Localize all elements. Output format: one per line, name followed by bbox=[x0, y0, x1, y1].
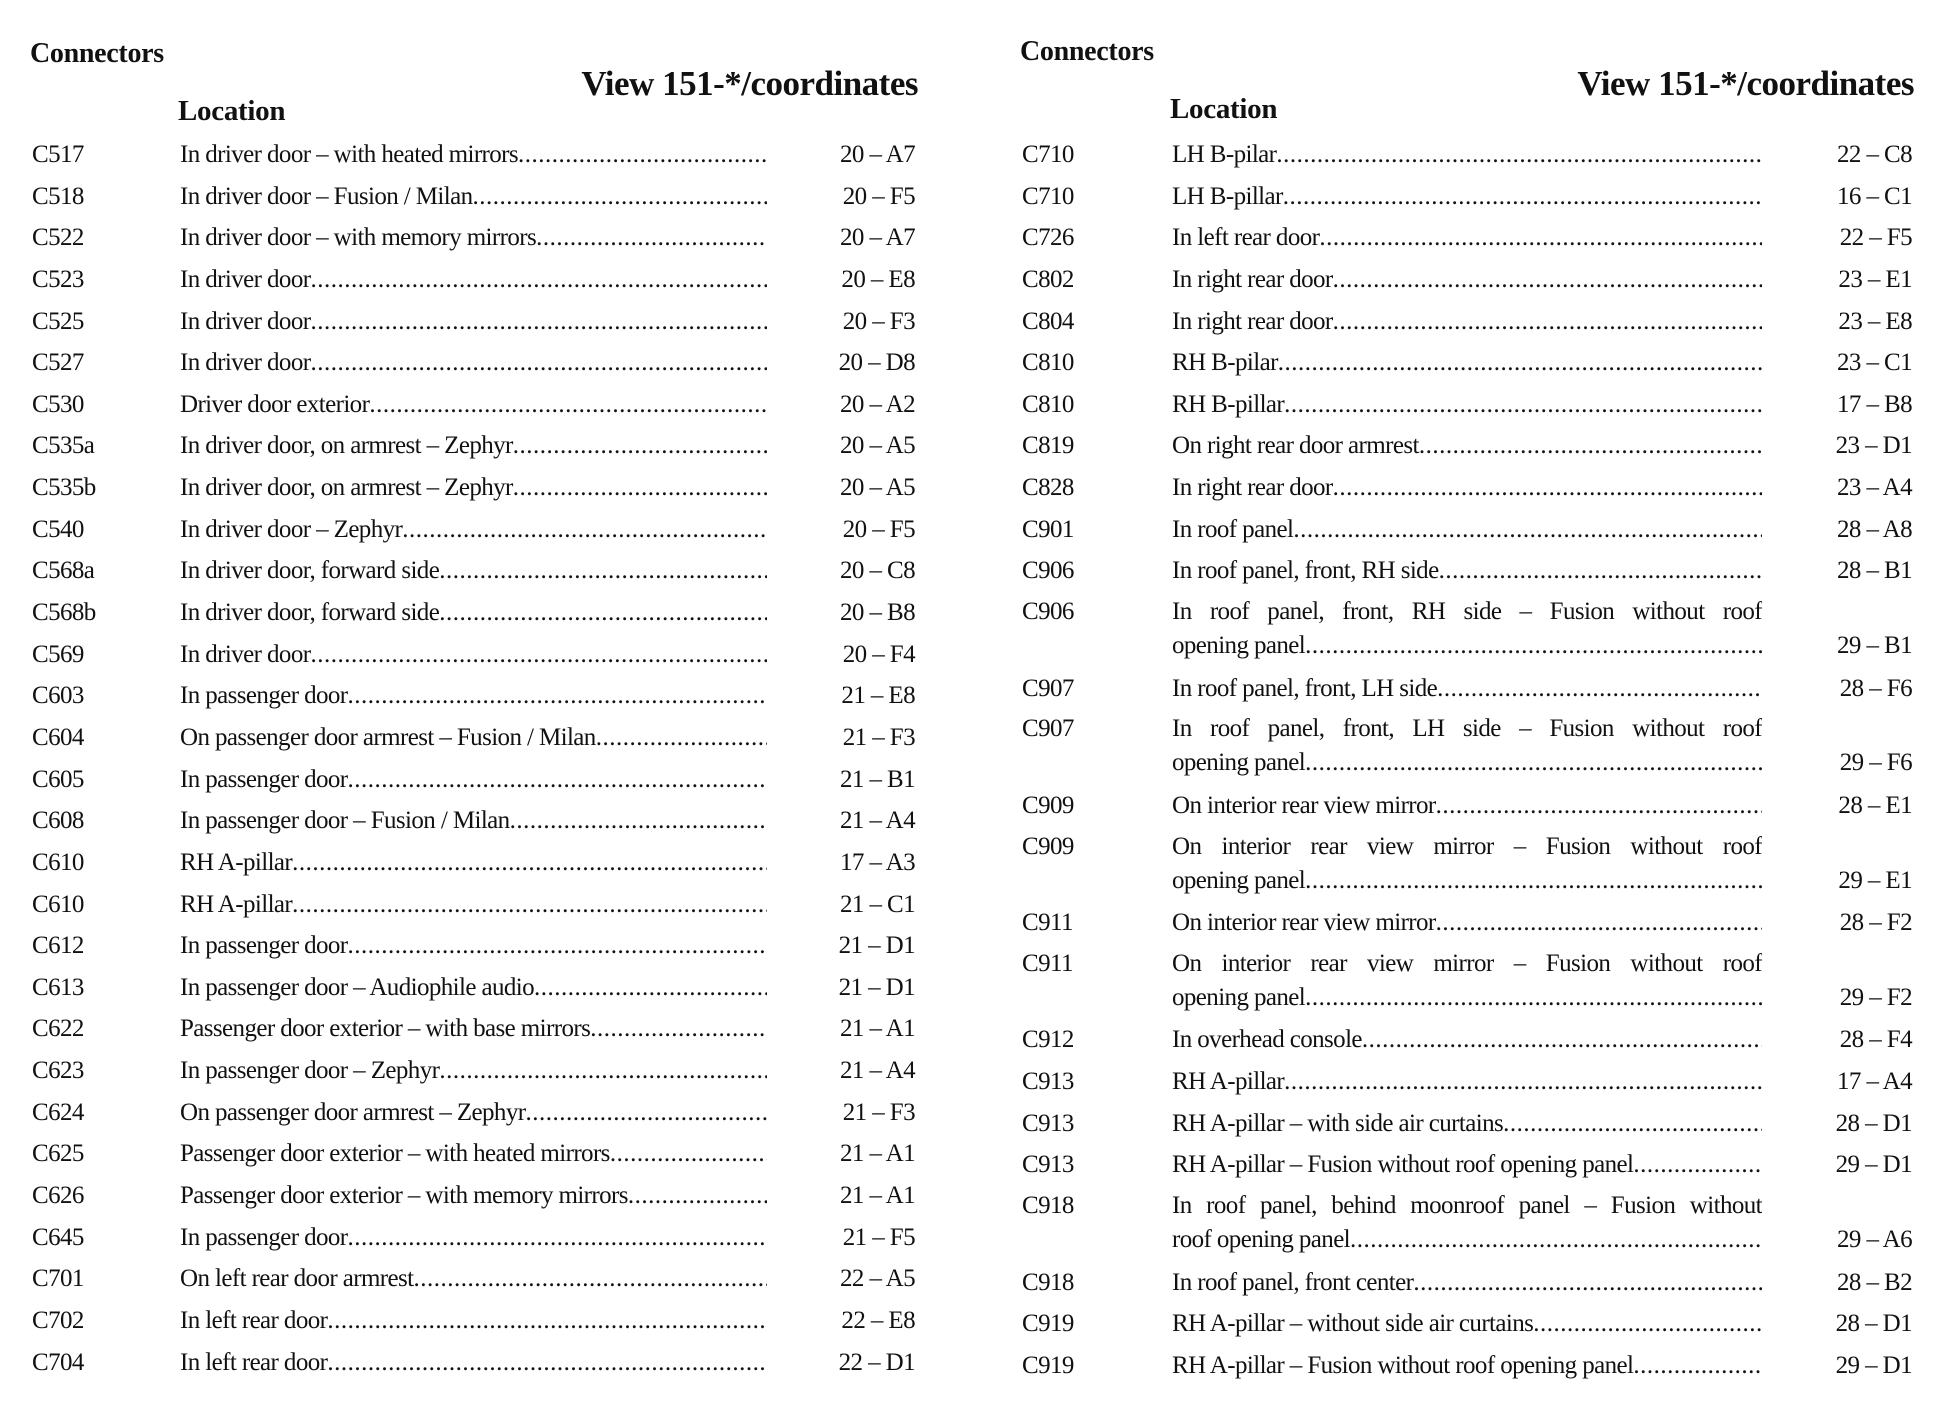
connector-code: C901 bbox=[1022, 515, 1074, 543]
connector-code: C918 bbox=[1022, 1191, 1074, 1219]
location-header: Location bbox=[1170, 93, 1278, 125]
table-row bbox=[0, 342, 960, 384]
table-row bbox=[990, 1019, 1934, 1061]
location-line: On left rear door armrest ..... bbox=[180, 1258, 767, 1300]
table-row bbox=[0, 176, 960, 218]
connector-code: C907 bbox=[1022, 715, 1074, 743]
connector-location bbox=[1172, 384, 1762, 426]
connector-code: C568a bbox=[32, 557, 95, 585]
table-row bbox=[0, 759, 960, 801]
connector-table bbox=[0, 134, 960, 1383]
location-line: opening panel ..... bbox=[1172, 864, 1762, 898]
view-coordinate: 29 – A6 bbox=[1837, 1225, 1912, 1253]
connector-code: C605 bbox=[32, 765, 84, 793]
connector-code: C604 bbox=[32, 723, 84, 751]
connector-location bbox=[1172, 467, 1762, 509]
connector-location bbox=[180, 1008, 767, 1050]
connector-code: C525 bbox=[32, 307, 84, 335]
table-row bbox=[0, 550, 960, 592]
table-row bbox=[0, 1175, 960, 1217]
view-coordinate: 28 – F4 bbox=[1839, 1026, 1912, 1054]
connector-code: C540 bbox=[32, 515, 84, 543]
connector-code: C610 bbox=[32, 890, 84, 918]
table-row bbox=[0, 1217, 960, 1259]
connector-code: C909 bbox=[1022, 832, 1074, 860]
view-coordinate: 20 – E8 bbox=[841, 265, 915, 293]
connector-location bbox=[180, 717, 767, 759]
location-line: In passenger door ..... bbox=[180, 759, 767, 801]
location-line: RH A-pillar ..... bbox=[180, 842, 767, 884]
view-coordinate: 23 – C1 bbox=[1837, 349, 1912, 377]
connector-code: C535a bbox=[32, 432, 95, 460]
table-row bbox=[990, 301, 1934, 343]
connector-location bbox=[180, 217, 767, 259]
view-coordinate: 28 – A8 bbox=[1837, 515, 1912, 543]
connector-location bbox=[180, 884, 767, 926]
view-coordinate: 20 – F5 bbox=[842, 182, 915, 210]
view-coordinates-header: View 151-*/coordinates bbox=[581, 64, 918, 103]
location-line: In driver door ..... bbox=[180, 301, 767, 343]
table-row bbox=[990, 467, 1934, 509]
connector-location bbox=[180, 759, 767, 801]
connector-location bbox=[180, 1050, 767, 1092]
table-row bbox=[0, 717, 960, 759]
location-line: In roof panel, behind moonroof panel – Fusion without bbox=[1172, 1191, 1762, 1219]
location-line: In driver door – with heated mirrors ..... bbox=[180, 134, 767, 176]
location-line: In driver door, on armrest – Zephyr ..... bbox=[180, 467, 767, 509]
connector-code: C622 bbox=[32, 1015, 84, 1043]
location-line: In right rear door ..... bbox=[1172, 301, 1762, 343]
location-line: Passenger door exterior – with heated mirrors ..... bbox=[180, 1133, 767, 1175]
view-coordinate: 21 – F5 bbox=[842, 1223, 915, 1251]
table-row bbox=[0, 134, 960, 176]
connector-location bbox=[180, 301, 767, 343]
view-coordinate: 22 – F5 bbox=[1839, 224, 1912, 252]
connector-code: C912 bbox=[1022, 1026, 1074, 1054]
connector-code: C919 bbox=[1022, 1351, 1074, 1379]
view-coordinate: 29 – D1 bbox=[1835, 1151, 1912, 1179]
connector-location bbox=[180, 800, 767, 842]
location-line: In roof panel, front, RH side ..... bbox=[1172, 550, 1762, 592]
table-row bbox=[990, 509, 1934, 551]
view-coordinate: 22 – D1 bbox=[838, 1348, 915, 1376]
connector-code: C828 bbox=[1022, 474, 1074, 502]
location-line: In overhead console ..... bbox=[1172, 1019, 1762, 1061]
location-line: In left rear door ..... bbox=[180, 1342, 767, 1384]
connector-code: C517 bbox=[32, 141, 84, 168]
table-row bbox=[0, 1342, 960, 1384]
connector-location bbox=[1172, 176, 1762, 218]
table-row bbox=[0, 842, 960, 884]
connector-location bbox=[180, 384, 767, 426]
connector-code: C568b bbox=[32, 599, 96, 627]
connector-location bbox=[180, 925, 767, 967]
connector-code: C608 bbox=[32, 807, 84, 835]
table-row bbox=[990, 1061, 1934, 1103]
location-line: In driver door ..... bbox=[180, 342, 767, 384]
connector-location bbox=[1172, 217, 1762, 259]
location-line: In driver door ..... bbox=[180, 259, 767, 301]
connector-code: C623 bbox=[32, 1057, 84, 1085]
location-line: RH B-pilar ..... bbox=[1172, 342, 1762, 384]
view-coordinate: 28 – F6 bbox=[1839, 674, 1912, 702]
connector-location bbox=[1172, 134, 1762, 176]
connector-code: C603 bbox=[32, 682, 84, 710]
view-coordinate: 29 – F6 bbox=[1839, 749, 1912, 777]
location-line: LH B-pilar ..... bbox=[1172, 134, 1762, 176]
table-row bbox=[990, 176, 1934, 218]
connector-code: C527 bbox=[32, 349, 84, 377]
table-row bbox=[990, 134, 1934, 176]
connector-location bbox=[1172, 1103, 1762, 1145]
connector-location bbox=[1172, 1189, 1762, 1257]
view-coordinate: 28 – D1 bbox=[1835, 1109, 1912, 1137]
connector-code: C710 bbox=[1022, 182, 1074, 210]
connector-code: C701 bbox=[32, 1265, 84, 1293]
table-row bbox=[990, 550, 1934, 592]
connector-location bbox=[1172, 712, 1762, 780]
view-coordinate: 17 – B8 bbox=[1837, 390, 1912, 418]
table-row bbox=[990, 217, 1934, 259]
view-coordinate: 29 – E1 bbox=[1838, 866, 1912, 894]
connector-location bbox=[1172, 785, 1762, 827]
connector-code: C645 bbox=[32, 1223, 84, 1251]
location-line: In passenger door – Zephyr ..... bbox=[180, 1050, 767, 1092]
connector-code: C909 bbox=[1022, 791, 1074, 819]
view-coordinate: 20 – A7 bbox=[840, 224, 915, 252]
location-line: In roof panel, front center ..... bbox=[1172, 1262, 1762, 1304]
table-row bbox=[0, 675, 960, 717]
connector-location bbox=[1172, 1345, 1762, 1387]
table-row bbox=[990, 668, 1934, 710]
view-coordinate: 28 – D1 bbox=[1835, 1310, 1912, 1338]
view-coordinate: 21 – F3 bbox=[842, 1098, 915, 1126]
view-coordinate: 29 – F2 bbox=[1839, 983, 1912, 1011]
view-coordinate: 21 – E8 bbox=[841, 682, 915, 710]
view-coordinate: 29 – B1 bbox=[1837, 632, 1912, 660]
location-line: In right rear door ..... bbox=[1172, 259, 1762, 301]
connector-location bbox=[180, 1133, 767, 1175]
view-coordinate: 21 – A4 bbox=[840, 807, 915, 835]
table-row bbox=[0, 217, 960, 259]
connector-code: C518 bbox=[32, 182, 84, 210]
connector-location bbox=[180, 342, 767, 384]
connector-code: C810 bbox=[1022, 349, 1074, 377]
connector-code: C610 bbox=[32, 848, 84, 876]
connector-location bbox=[180, 550, 767, 592]
connector-code: C819 bbox=[1022, 432, 1074, 460]
table-row bbox=[0, 259, 960, 301]
location-line: In roof panel, front, LH side ..... bbox=[1172, 668, 1762, 710]
location-line: LH B-pillar ..... bbox=[1172, 176, 1762, 218]
location-line: RH A-pillar – without side air curtains ..... bbox=[1172, 1303, 1762, 1345]
location-line: In left rear door ..... bbox=[180, 1300, 767, 1342]
connector-location bbox=[180, 176, 767, 218]
connector-code: C522 bbox=[32, 224, 84, 252]
table-row bbox=[0, 301, 960, 343]
connectors-heading: Connectors bbox=[1020, 36, 1154, 67]
connector-code: C913 bbox=[1022, 1109, 1074, 1137]
connector-location bbox=[180, 134, 767, 176]
view-coordinate: 20 – F4 bbox=[842, 640, 915, 668]
view-coordinate: 28 – B2 bbox=[1837, 1268, 1912, 1296]
table-row bbox=[990, 384, 1934, 426]
location-line: On passenger door armrest – Zephyr ..... bbox=[180, 1092, 767, 1134]
view-coordinate: 21 – A1 bbox=[840, 1182, 915, 1210]
table-row bbox=[990, 827, 1934, 903]
location-line: In driver door – with memory mirrors ..... bbox=[180, 217, 767, 259]
table-row bbox=[990, 425, 1934, 467]
location-header: Location bbox=[178, 95, 286, 127]
location-line: In driver door, on armrest – Zephyr ..... bbox=[180, 425, 767, 467]
location-line: RH A-pillar – Fusion without roof opening panel ..... bbox=[1172, 1144, 1762, 1186]
view-coordinate: 22 – E8 bbox=[841, 1306, 915, 1334]
view-coordinate: 21 – D1 bbox=[838, 932, 915, 960]
table-row bbox=[0, 509, 960, 551]
connector-code: C918 bbox=[1022, 1268, 1074, 1296]
table-row bbox=[0, 634, 960, 676]
connector-location bbox=[180, 592, 767, 634]
view-coordinates-header: View 151-*/coordinates bbox=[1577, 64, 1914, 103]
table-row bbox=[0, 925, 960, 967]
view-coordinate: 21 – A1 bbox=[840, 1140, 915, 1168]
connector-code: C906 bbox=[1022, 598, 1074, 626]
table-row bbox=[0, 384, 960, 426]
location-line: RH A-pillar – with side air curtains ..... bbox=[1172, 1103, 1762, 1145]
location-line: opening panel ..... bbox=[1172, 981, 1762, 1015]
location-line: Passenger door exterior – with memory mirrors ..... bbox=[180, 1175, 767, 1217]
table-row bbox=[0, 467, 960, 509]
view-coordinate: 16 – C1 bbox=[1837, 182, 1912, 210]
location-line: In driver door ..... bbox=[180, 634, 767, 676]
location-line: On interior rear view mirror ..... bbox=[1172, 785, 1762, 827]
connector-location bbox=[180, 509, 767, 551]
table-row bbox=[990, 1303, 1934, 1345]
connector-code: C913 bbox=[1022, 1067, 1074, 1095]
table-row bbox=[990, 944, 1934, 1020]
connector-location bbox=[1172, 902, 1762, 944]
view-coordinate: 20 – F5 bbox=[842, 515, 915, 543]
location-line: In passenger door – Fusion / Milan ..... bbox=[180, 800, 767, 842]
table-row bbox=[0, 1300, 960, 1342]
table-row bbox=[0, 1258, 960, 1300]
table-row bbox=[990, 592, 1934, 668]
connector-location bbox=[180, 842, 767, 884]
location-line: On interior rear view mirror – Fusion without roof bbox=[1172, 949, 1762, 977]
connector-location bbox=[180, 967, 767, 1009]
connector-code: C802 bbox=[1022, 265, 1074, 293]
connector-code: C626 bbox=[32, 1182, 84, 1210]
view-coordinate: 21 – A4 bbox=[840, 1057, 915, 1085]
location-line: In passenger door – Audiophile audio ..... bbox=[180, 967, 767, 1009]
view-coordinate: 20 – D8 bbox=[838, 349, 915, 377]
view-coordinate: 17 – A4 bbox=[1837, 1067, 1912, 1095]
location-line: opening panel ..... bbox=[1172, 629, 1762, 663]
connector-code: C911 bbox=[1022, 949, 1073, 977]
view-coordinate: 29 – D1 bbox=[1835, 1351, 1912, 1379]
connectors-heading: Connectors bbox=[30, 38, 164, 69]
connector-location bbox=[1172, 1262, 1762, 1304]
location-line: In passenger door ..... bbox=[180, 1217, 767, 1259]
connector-location bbox=[180, 467, 767, 509]
connector-location bbox=[1172, 595, 1762, 663]
table-row bbox=[0, 425, 960, 467]
view-coordinate: 20 – A7 bbox=[840, 141, 915, 168]
location-line: On right rear door armrest ..... bbox=[1172, 425, 1762, 467]
connector-location bbox=[1172, 1019, 1762, 1061]
location-line: In roof panel, front, LH side – Fusion without roof bbox=[1172, 715, 1762, 743]
connector-location bbox=[180, 1092, 767, 1134]
view-coordinate: 22 – C8 bbox=[1837, 141, 1912, 168]
location-line: On passenger door armrest – Fusion / Milan ..... bbox=[180, 717, 767, 759]
connector-code: C612 bbox=[32, 932, 84, 960]
table-row bbox=[0, 592, 960, 634]
view-coordinate: 21 – B1 bbox=[840, 765, 915, 793]
table-row bbox=[990, 709, 1934, 785]
table-row bbox=[990, 342, 1934, 384]
connector-code: C523 bbox=[32, 265, 84, 293]
connector-code: C804 bbox=[1022, 307, 1074, 335]
location-line: In passenger door ..... bbox=[180, 925, 767, 967]
location-line: In right rear door ..... bbox=[1172, 467, 1762, 509]
location-line: In driver door – Fusion / Milan ..... bbox=[180, 176, 767, 218]
connector-code: C919 bbox=[1022, 1310, 1074, 1338]
location-line: RH A-pillar – Fusion without roof opening panel ..... bbox=[1172, 1345, 1762, 1387]
table-row bbox=[0, 884, 960, 926]
connector-location bbox=[180, 1217, 767, 1259]
location-line: opening panel ..... bbox=[1172, 746, 1762, 780]
view-coordinate: 22 – A5 bbox=[840, 1265, 915, 1293]
connector-code: C569 bbox=[32, 640, 84, 668]
view-coordinate: 28 – B1 bbox=[1837, 557, 1912, 585]
location-line: In roof panel ..... bbox=[1172, 509, 1762, 551]
view-coordinate: 20 – F3 bbox=[842, 307, 915, 335]
location-line: In passenger door ..... bbox=[180, 675, 767, 717]
location-line: In roof panel, front, RH side – Fusion without roof bbox=[1172, 598, 1762, 626]
view-coordinate: 21 – C1 bbox=[840, 890, 915, 918]
view-coordinate: 17 – A3 bbox=[840, 848, 915, 876]
location-line: In left rear door ..... bbox=[1172, 217, 1762, 259]
connector-code: C907 bbox=[1022, 674, 1074, 702]
table-row bbox=[990, 1262, 1934, 1304]
connector-location bbox=[1172, 1303, 1762, 1345]
connector-location bbox=[180, 1258, 767, 1300]
connector-location bbox=[1172, 668, 1762, 710]
connector-location bbox=[180, 1300, 767, 1342]
table-row bbox=[990, 785, 1934, 827]
view-coordinate: 21 – A1 bbox=[840, 1015, 915, 1043]
table-row bbox=[990, 1345, 1934, 1387]
connector-location bbox=[180, 1342, 767, 1384]
connector-code: C810 bbox=[1022, 390, 1074, 418]
table-row bbox=[990, 259, 1934, 301]
connector-location bbox=[1172, 342, 1762, 384]
location-line: On interior rear view mirror – Fusion without roof bbox=[1172, 832, 1762, 860]
connector-code: C726 bbox=[1022, 224, 1074, 252]
view-coordinate: 20 – A2 bbox=[840, 390, 915, 418]
view-coordinate: 20 – C8 bbox=[840, 557, 915, 585]
location-line: RH A-pillar ..... bbox=[180, 884, 767, 926]
connector-code: C613 bbox=[32, 973, 84, 1001]
table-row bbox=[0, 1050, 960, 1092]
location-line: In driver door, forward side ..... bbox=[180, 550, 767, 592]
view-coordinate: 21 – D1 bbox=[838, 973, 915, 1001]
location-line: Driver door exterior ..... bbox=[180, 384, 767, 426]
connector-location bbox=[180, 675, 767, 717]
connector-code: C704 bbox=[32, 1348, 84, 1376]
connector-code: C913 bbox=[1022, 1151, 1074, 1179]
table-row bbox=[990, 1144, 1934, 1186]
table-row bbox=[0, 800, 960, 842]
connector-code: C535b bbox=[32, 474, 96, 502]
location-line: Passenger door exterior – with base mirrors ..... bbox=[180, 1008, 767, 1050]
connector-location bbox=[1172, 259, 1762, 301]
view-coordinate: 23 – E1 bbox=[1838, 265, 1912, 293]
connector-location bbox=[1172, 1061, 1762, 1103]
view-coordinate: 20 – A5 bbox=[840, 474, 915, 502]
view-coordinate: 23 – E8 bbox=[1838, 307, 1912, 335]
connector-location bbox=[1172, 830, 1762, 898]
view-coordinate: 28 – E1 bbox=[1838, 791, 1912, 819]
connector-code: C911 bbox=[1022, 909, 1073, 937]
connector-location bbox=[1172, 509, 1762, 551]
table-row bbox=[0, 1008, 960, 1050]
location-line: roof opening panel ..... bbox=[1172, 1223, 1762, 1257]
table-row bbox=[990, 1103, 1934, 1145]
connector-location bbox=[180, 259, 767, 301]
view-coordinate: 23 – A4 bbox=[1837, 474, 1912, 502]
connector-code: C530 bbox=[32, 390, 84, 418]
table-row bbox=[0, 1133, 960, 1175]
view-coordinate: 20 – A5 bbox=[840, 432, 915, 460]
connector-code: C906 bbox=[1022, 557, 1074, 585]
location-line: RH B-pillar ..... bbox=[1172, 384, 1762, 426]
connector-location bbox=[180, 634, 767, 676]
table-row bbox=[0, 1092, 960, 1134]
connector-location bbox=[180, 1175, 767, 1217]
location-line: In driver door – Zephyr ..... bbox=[180, 509, 767, 551]
view-coordinate: 23 – D1 bbox=[1835, 432, 1912, 460]
connector-code: C625 bbox=[32, 1140, 84, 1168]
connector-code: C710 bbox=[1022, 141, 1074, 168]
view-coordinate: 20 – B8 bbox=[840, 599, 915, 627]
connector-code: C702 bbox=[32, 1306, 84, 1334]
location-line: RH A-pillar ..... bbox=[1172, 1061, 1762, 1103]
table-row bbox=[990, 902, 1934, 944]
connector-table bbox=[990, 134, 1934, 1386]
connector-code: C624 bbox=[32, 1098, 84, 1126]
connector-location bbox=[1172, 947, 1762, 1015]
connector-location bbox=[1172, 425, 1762, 467]
view-coordinate: 28 – F2 bbox=[1839, 909, 1912, 937]
connector-location bbox=[1172, 301, 1762, 343]
table-row bbox=[0, 967, 960, 1009]
location-line: On interior rear view mirror ..... bbox=[1172, 902, 1762, 944]
location-line: In driver door, forward side ..... bbox=[180, 592, 767, 634]
connector-location bbox=[180, 425, 767, 467]
table-row bbox=[990, 1186, 1934, 1262]
view-coordinate: 21 – F3 bbox=[842, 723, 915, 751]
connector-location bbox=[1172, 550, 1762, 592]
connector-location bbox=[1172, 1144, 1762, 1186]
